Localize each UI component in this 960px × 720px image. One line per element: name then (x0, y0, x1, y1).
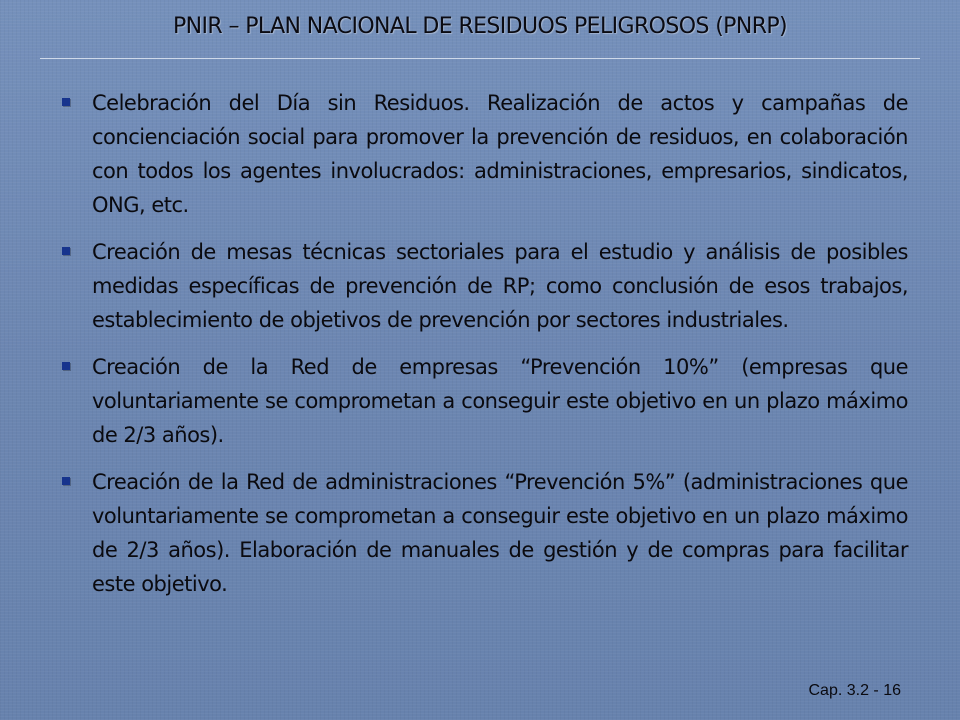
slide-title: PNIR – PLAN NACIONAL DE RESIDUOS PELIGROSOS (PNRP) (172, 14, 788, 39)
bullet-text: Creación de la Red de administraciones “Prevención 5%” (administraciones que voluntariamente se comprometan a conseguir este objetivo en un plazo máximo de 2/3 años). Elaboración de manuales de gestión y de compras para facilitar este objetivo. (92, 470, 908, 596)
square-bullet-icon (62, 247, 70, 255)
bullet-text: Celebración del Día sin Residuos. Realización de actos y campañas de concienciación social para promover la prevención de residuos, en colaboración con todos los agentes involucrados: administraciones, empresarios, sindicatos, ONG, etc. (92, 91, 908, 217)
bullet-text: Creación de mesas técnicas sectoriales para el estudio y análisis de posibles medidas específicas de prevención de RP; como conclusión de esos trabajos, establecimiento de objetivos de prevención por sectores industriales. (92, 240, 908, 332)
bullet-item (62, 350, 908, 452)
title-divider (40, 58, 920, 59)
square-bullet-icon (62, 362, 70, 370)
bullet-list (62, 86, 908, 614)
square-bullet-icon (62, 98, 70, 106)
bullet-item (62, 235, 908, 337)
slide-footer: Cap. 3.2 - 16 (808, 682, 901, 699)
square-bullet-icon (62, 477, 70, 485)
bullet-item (62, 86, 908, 222)
bullet-text: Creación de la Red de empresas “Prevención 10%” (empresas que voluntariamente se comprometan a conseguir este objetivo en un plazo máximo de 2/3 años). (92, 355, 908, 447)
bullet-item (62, 465, 908, 601)
